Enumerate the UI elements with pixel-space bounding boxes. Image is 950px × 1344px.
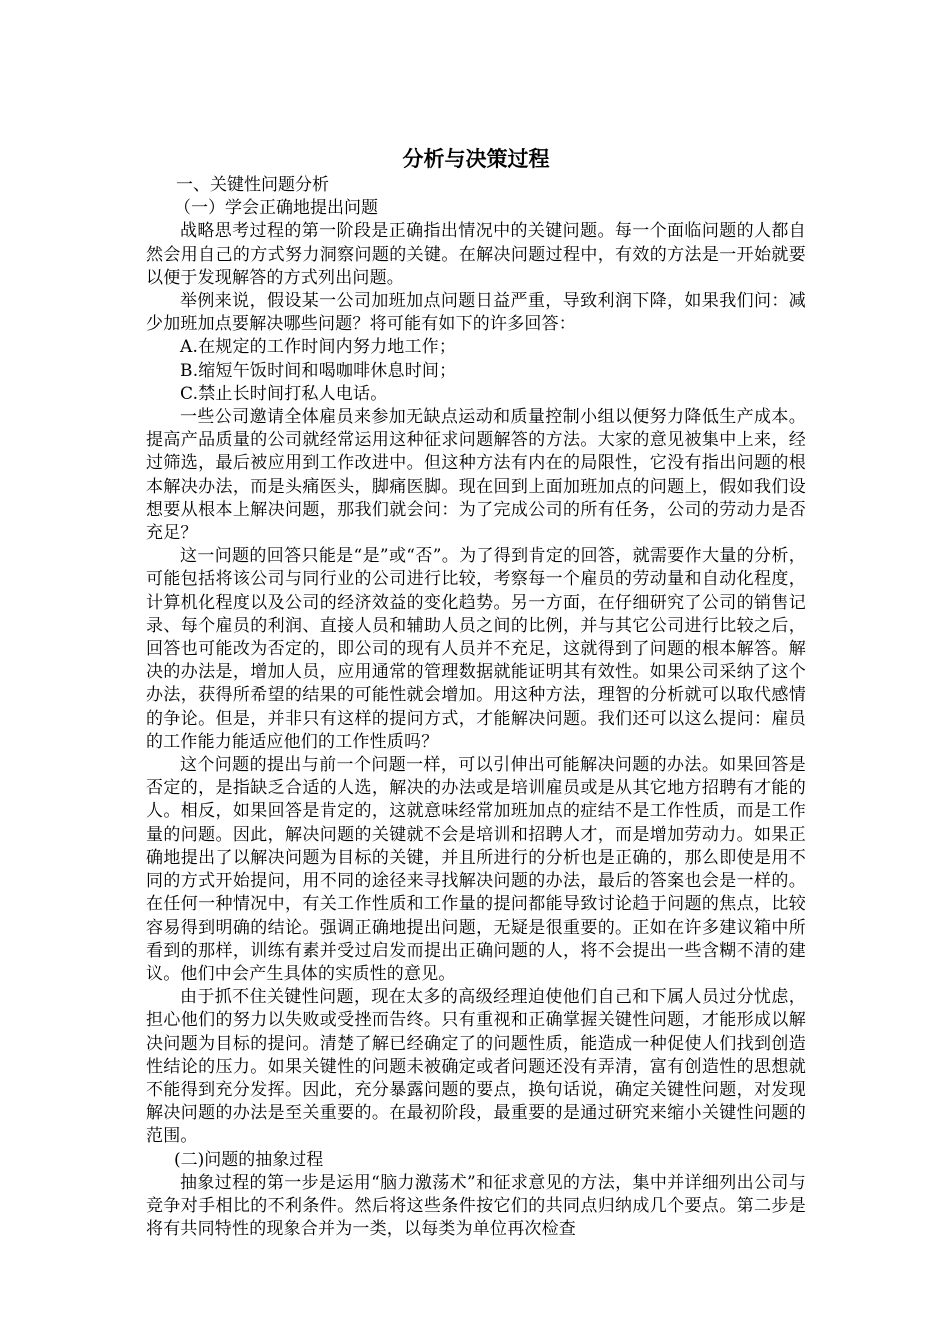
body-paragraph: 战略思考过程的第一阶段是正确指出情况中的关键问题。每一个面临问题的人都自然会用自己的方式努力洞察问题的关键。在解决问题过程中，有效的方法是一开始就要以便于发现解答的方式列出问题。 bbox=[146, 221, 806, 288]
body-paragraph: 举例来说，假设某一公司加班加点问题日益严重，导致利润下降，如果我们问：减少加班加点要解决哪些问题？将可能有如下的许多回答： bbox=[146, 291, 806, 335]
body-paragraph: 由于抓不住关键性问题，现在太多的高级经理迫使他们自己和下属人员过分忧虑，担心他们的努力以失败或受挫而告终。只有重视和正确掌握关键性问题，才能形成以解决问题为目标的提问。清楚了解已经确定了的问题性质，能造成一种促使人们找到创造性结论的压力。如果关键性的问题未被确定或者问题还没有弄清，富有创造性的思想就不能得到充分发挥。因此，充分暴露问题的要点，换句话说，确定关键性问题，对发现解决问题的办法是至关重要的。在最初阶段，最重要的是通过研究来缩小关键性问题的范围。 bbox=[146, 987, 806, 1147]
document-page bbox=[146, 144, 806, 1241]
document-title: 分析与决策过程 bbox=[402, 146, 550, 171]
body-paragraph: 这个问题的提出与前一个问题一样，可以引伸出可能解决问题的办法。如果回答是否定的，是指缺乏合适的人选，解决的办法或是培训雇员或是从其它地方招聘有才能的人。相反，如果回答是肯定的，这就意味经常加班加点的症结不是工作性质，而是工作量的问题。因此，解决问题的关键就不会是培训和招聘人才，而是增加劳动力。如果正确地提出了以解决问题为目标的关键，并且所进行的分析也是正确的，那么即使是用不同的方式开始提问，用不同的途径来寻找解决问题的办法，最后的答案也会是一样的。在任何一种情况中，有关工作性质和工作量的提问都能导致讨论趋于问题的焦点，比较容易得到明确的结论。强调正确地提出问题，无疑是很重要的。正如在许多建议箱中所看到的那样，训练有素并受过启发而提出正确问题的人，将不会提出一些含糊不清的建议。他们中会产生具体的实质性的意见。 bbox=[146, 755, 806, 984]
body-paragraph: 这一问题的回答只能是“是”或“否”。为了得到肯定的回答，就需要作大量的分析，可能包括将该公司与同行业的公司进行比较，考察每一个雇员的劳动量和自动化程度，计算机化程度以及公司的经济效益的变化趋势。另一方面，在仔细研究了公司的销售记录、每个雇员的利润、直接人员和辅助人员之间的比例，并与其它公司进行比较之后，回答也可能改为否定的，即公司的现有人员并不充足，这就得到了问题的根本解答。解决的办法是，增加人员，应用通常的管理数据就能证明其有效性。如果公司采纳了这个办法，获得所希望的结果的可能性就会增加。用这种方法，理智的分析就可以取代感情的争论。但是，并非只有这样的提问方式，才能解决问题。我们还可以这么提问：雇员的工作能力能适应他们的工作性质吗？ bbox=[146, 546, 806, 752]
list-item: A.在规定的工作时间内努力地工作； bbox=[180, 337, 457, 358]
section-heading: 一、关键性问题分析 bbox=[176, 175, 329, 195]
subsection-heading: （一）学会正确地提出问题 bbox=[174, 198, 378, 219]
subsection-heading: (二)问题的抽象过程 bbox=[174, 1149, 324, 1170]
list-item: B.缩短午饭时间和喝咖啡休息时间； bbox=[180, 360, 457, 381]
body-paragraph: 一些公司邀请全体雇员来参加无缺点运动和质量控制小组以便努力降低生产成本。提高产品质量的公司就经常运用这种征求问题解答的方法。大家的意见被集中上来，经过筛选，最后被应用到工作改进中。但这种方法有内在的局限性，它没有指出问题的根本解决办法，而是头痛医头，脚痛医脚。现在回到上面加班加点的问题上，假如我们设想要从根本上解决问题，那我们就会问：为了完成公司的所有任务，公司的劳动力是否充足？ bbox=[146, 407, 806, 544]
body-paragraph: 抽象过程的第一步是运用“脑力激荡术”和征求意见的方法，集中并详细列出公司与竞争对手相比的不利条件。然后将这些条件按它们的共同点归纳成几个要点。第二步是将有共同特性的现象合并为一类，以每类为单位再次检查 bbox=[146, 1172, 806, 1240]
list-item: C.禁止长时间打私人电话。 bbox=[180, 383, 388, 404]
